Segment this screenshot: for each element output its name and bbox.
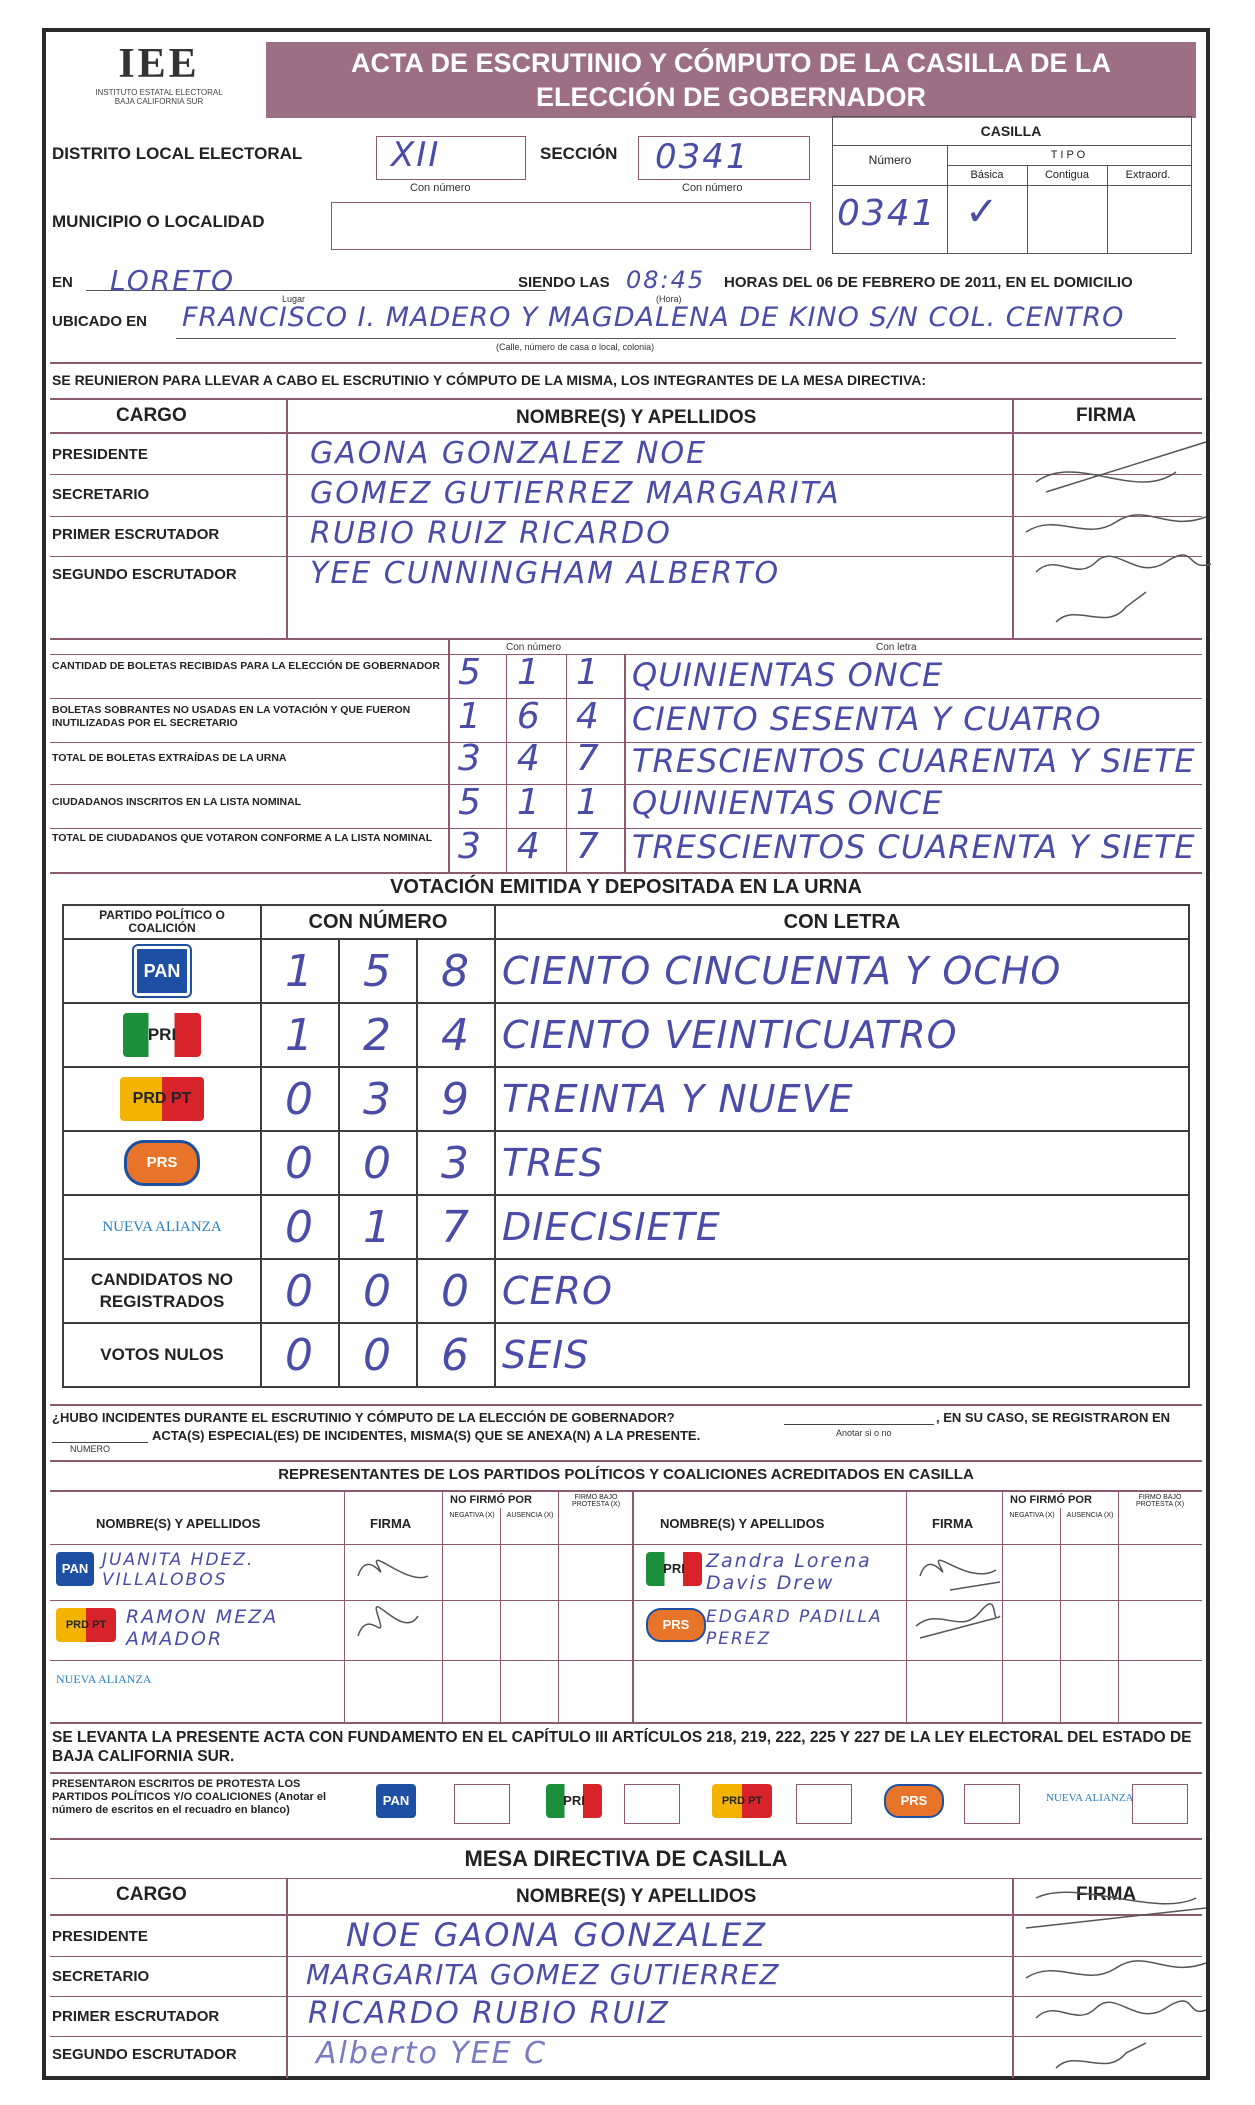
vote-row-nueva-alianza	[63, 1195, 1189, 1259]
nombre-presidente: GAONA GONZALEZ NOE	[310, 436, 708, 471]
prd-pt-digit-3: 9	[417, 1067, 495, 1131]
count-label-inscritos: CIUDADANOS INSCRITOS EN LA LISTA NOMINAL	[52, 796, 302, 808]
protest-pri-logo: PRI	[546, 1784, 602, 1818]
pri-logo: PRI	[63, 1003, 261, 1067]
votes-header-partido: PARTIDO POLÍTICO O COALICIÓN	[63, 905, 261, 939]
cargo-secretario: SECRETARIO	[52, 486, 150, 503]
legal-text: SE LEVANTA LA PRESENTE ACTA CON FUNDAMENTO EN EL CAPÍTULO III ARTÍCULOS 218, 219, 222, 225 Y 227 DE LA LEY ELECTORAL DEL ESTADO DE BAJA CALIFORNIA SUR.	[52, 1729, 1192, 1765]
protest-na-logo: NUEVA ALIANZA	[1046, 1792, 1134, 1804]
rep-left-3-logo: NUEVA ALIANZA	[56, 1672, 152, 1686]
reps-left-firma-header: FIRMA	[370, 1516, 412, 1531]
rep-right-1-logo: PRI	[646, 1552, 702, 1586]
nulos-letra: SEIS	[495, 1323, 1189, 1387]
casilla-box	[832, 116, 1192, 254]
pan-digit-1: 1	[261, 939, 339, 1003]
mesa-signatures	[1016, 1878, 1210, 2078]
nulos-digit-1: 0	[261, 1323, 339, 1387]
rep-left-1-nombre: JUANITA HDEZ. VILLALOBOS	[102, 1550, 255, 1590]
mesa-nombre-secretario: MARGARITA GOMEZ GUTIERREZ	[306, 1958, 780, 1991]
mesa-cargo-primer-escrutador: PRIMER ESCRUTADOR	[52, 2008, 220, 2025]
mesa-nombre-segundo-escrutador: Alberto YEE C	[316, 2036, 548, 2071]
reps-left-neg: NEGATIVA (X)	[449, 1512, 495, 1519]
nueva-alianza-logo: NUEVA ALIANZA	[63, 1195, 261, 1259]
protest-na-box[interactable]	[1132, 1784, 1188, 1824]
pri-digit-1: 1	[261, 1003, 339, 1067]
pri-digit-3: 4	[417, 1003, 495, 1067]
votes-header-numero: CON NÚMERO	[261, 905, 495, 939]
nombre-primer-escrutador: RUBIO RUIZ RICARDO	[310, 516, 672, 551]
incidents-anotar: Anotar si o no	[836, 1428, 892, 1438]
count-letra-extraidas: TRESCIENTOS CUARENTA Y SIETE	[632, 742, 1196, 780]
pan-letra: CIENTO CINCUENTA Y OCHO	[495, 939, 1189, 1003]
protest-prd-pt-logo: PRD PT	[712, 1784, 772, 1818]
reps-right-neg: NEGATIVA (X)	[1009, 1512, 1055, 1519]
mesa-cargo-segundo-escrutador: SEGUNDO ESCRUTADOR	[52, 2046, 237, 2063]
mesa-nombre-presidente: NOE GAONA GONZALEZ	[346, 1916, 768, 1954]
prs-letra: TRES	[495, 1131, 1189, 1195]
votes-title: VOTACIÓN EMITIDA Y DEPOSITADA EN LA URNA	[390, 876, 862, 898]
municipio-field[interactable]	[331, 202, 811, 250]
nr-letra: CERO	[495, 1259, 1189, 1323]
reps-right-aus: AUSENCIA (X)	[1066, 1512, 1114, 1519]
mesa-firma-header: FIRMA	[1076, 1884, 1137, 1905]
district-label: DISTRITO LOCAL ELECTORAL	[52, 144, 303, 163]
iee-logo	[94, 40, 224, 106]
domicilio-value: FRANCISCO I. MADERO Y MAGDALENA DE KINO S/N COL. CENTRO	[182, 302, 1125, 333]
vote-row-prs	[63, 1131, 1189, 1195]
prd-pt-digit-2: 3	[339, 1067, 417, 1131]
count-label-sobrantes: BOLETAS SOBRANTES NO USADAS EN LA VOTACIÓN Y QUE FUERON INUTILIZADAS POR EL SECRETARIO	[52, 704, 411, 729]
vote-row-no-registrados	[63, 1259, 1189, 1323]
casilla-numero-value: 0341	[837, 193, 937, 234]
prs-digit-3: 3	[417, 1131, 495, 1195]
count-letra-votaron: TRESCIENTOS CUARENTA Y SIETE	[632, 828, 1196, 866]
count-label-recibidas: CANTIDAD DE BOLETAS RECIBIDAS PARA LA ELECCIÓN DE GOBERNADOR	[52, 660, 440, 672]
en-label: EN	[52, 274, 73, 291]
horas-text: HORAS DEL 06 DE FEBRERO DE 2011, EN EL DOMICILIO	[724, 274, 1133, 291]
prs-logo: PRS	[63, 1131, 261, 1195]
nr-digit-3: 0	[417, 1259, 495, 1323]
protest-prd-pt-box[interactable]	[796, 1784, 852, 1824]
protest-prs-box[interactable]	[964, 1784, 1020, 1824]
reps-right-firma-header: FIRMA	[932, 1516, 974, 1531]
vote-row-pan	[63, 939, 1189, 1003]
institute-state: BAJA CALIFORNIA SUR	[114, 97, 204, 106]
count-digits-recibidas: 511	[458, 652, 635, 693]
reps-title: REPRESENTANTES DE LOS PARTIDOS POLÍTICOS Y COALICIONES ACREDITADOS EN CASILLA	[278, 1466, 974, 1483]
protest-text: PRESENTARON ESCRITOS DE PROTESTA LOS PARTIDOS POLÍTICOS Y/O COALICIONES (Anotar el número de escritos en el recuadro en blanco)	[52, 1778, 327, 1816]
mesa-cargo-header: CARGO	[116, 1884, 187, 1905]
count-digits-sobrantes: 164	[458, 696, 635, 737]
vote-row-nulos	[63, 1323, 1189, 1387]
rep-left-2-nombre: RAMON MEZA AMADOR	[126, 1606, 279, 1650]
count-letra-sobrantes: CIENTO SESENTA Y CUATRO	[632, 700, 1102, 738]
section-value: 0341	[655, 137, 750, 177]
count-digits-inscritos: 511	[458, 782, 635, 823]
title-line-2: ELECCIÓN DE GOBERNADOR	[535, 82, 927, 112]
prs-digit-1: 0	[261, 1131, 339, 1195]
votes-header-letra: CON LETRA	[495, 905, 1189, 939]
casilla-basica: Básica	[970, 169, 1004, 181]
rep-left-1-logo: PAN	[56, 1552, 94, 1586]
counts-con-numero: Con número	[506, 642, 562, 653]
protest-pri-box[interactable]	[624, 1784, 680, 1824]
pan-digit-3: 8	[417, 939, 495, 1003]
nulos-digit-3: 6	[417, 1323, 495, 1387]
reps-left-nombre-header: NOMBRE(S) Y APELLIDOS	[96, 1516, 261, 1531]
mesa-title: MESA DIRECTIVA DE CASILLA	[464, 1846, 788, 1871]
nr-digit-2: 0	[339, 1259, 417, 1323]
lugar-value: LORETO	[110, 264, 236, 297]
prd-pt-logo: PRD PT	[63, 1067, 261, 1131]
mesa-cargo-presidente: PRESIDENTE	[52, 1928, 148, 1945]
district-field[interactable]	[376, 136, 526, 180]
count-letra-recibidas: QUINIENTAS ONCE	[632, 656, 944, 694]
prs-digit-2: 0	[339, 1131, 417, 1195]
rep-right-2-logo: PRS	[646, 1608, 706, 1642]
casilla-title: CASILLA	[980, 123, 1042, 139]
incidents-numero: NUMERO	[70, 1444, 110, 1454]
ballot-act-form	[42, 28, 1210, 2080]
reps-right-nofirmo-header: NO FIRMÓ POR	[1010, 1494, 1092, 1506]
hora-value: 08:45	[626, 266, 706, 294]
nulos-digit-2: 0	[339, 1323, 417, 1387]
vote-row-prd-pt	[63, 1067, 1189, 1131]
reps-right-nombre-header: NOMBRE(S) Y APELLIDOS	[660, 1516, 825, 1531]
title-line-1: ACTA DE ESCRUTINIO Y CÓMPUTO DE LA CASILLA DE LA	[350, 48, 1112, 78]
section-label: SECCIÓN	[540, 144, 618, 163]
nulos-label: VOTOS NULOS	[63, 1323, 261, 1387]
nombre-secretario: GOMEZ GUTIERREZ MARGARITA	[310, 476, 841, 511]
siendo-label: SIENDO LAS	[518, 274, 610, 291]
count-label-votaron: TOTAL DE CIUDADANOS QUE VOTARON CONFORME A LA LISTA NOMINAL	[52, 832, 433, 844]
prd-pt-digit-1: 0	[261, 1067, 339, 1131]
lugar-sub: Lugar	[282, 294, 306, 304]
district-value: XII	[391, 135, 441, 175]
rep-left-signatures	[348, 1546, 442, 1662]
cargo-header: CARGO	[116, 405, 187, 426]
protest-pan-box[interactable]	[454, 1784, 510, 1824]
rep-right-signatures	[910, 1546, 1002, 1662]
domicilio-sub: (Calle, número de casa o local, colonia)	[496, 342, 655, 352]
casilla-contigua: Contigua	[1044, 169, 1090, 181]
form-title	[266, 42, 1196, 118]
pri-letra: CIENTO VEINTICUATRO	[495, 1003, 1189, 1067]
institute-name: INSTITUTO ESTATAL ELECTORAL	[95, 88, 223, 97]
section-field[interactable]	[638, 136, 810, 180]
rep-left-2-logo: PRD PT	[56, 1608, 116, 1642]
no-registrados-label: CANDIDATOS NO REGISTRADOS	[63, 1259, 261, 1323]
firma-header: FIRMA	[1076, 405, 1137, 426]
incidents-question: ¿HUBO INCIDENTES DURANTE EL ESCRUTINIO Y CÓMPUTO DE LA ELECCIÓN DE GOBERNADOR?	[52, 1410, 675, 1425]
protest-prs-logo: PRS	[884, 1784, 944, 1818]
logo-text: IEE	[118, 41, 200, 87]
count-label-extraidas: TOTAL DE BOLETAS EXTRAÍDAS DE LA URNA	[52, 752, 287, 764]
ubicado-label: UBICADO EN	[52, 313, 148, 330]
reps-left-nofirmo-header: NO FIRMÓ POR	[450, 1494, 532, 1506]
mesa-nombres-header: NOMBRE(S) Y APELLIDOS	[516, 1886, 757, 1907]
casilla-tipo-label: T I P O	[1050, 149, 1086, 161]
na-letra: DIECISIETE	[495, 1195, 1189, 1259]
reunieron-text: SE REUNIERON PARA LLEVAR A CABO EL ESCRUTINIO Y CÓMPUTO DE LA MISMA, LOS INTEGRANTES DE LA MESA DIRECTIVA:	[52, 372, 927, 388]
rep-right-1-nombre: Zandra Lorena Davis Drew	[706, 1550, 872, 1594]
rep-right-2-nombre: EDGARD PADILLA PEREZ	[706, 1607, 883, 1649]
nr-digit-1: 0	[261, 1259, 339, 1323]
protest-pan-logo: PAN	[376, 1784, 416, 1818]
count-digits-votaron: 347	[458, 826, 635, 867]
casilla-basica-check: ✓	[965, 189, 1001, 235]
count-digits-extraidas: 347	[458, 738, 635, 779]
reps-left-aus: AUSENCIA (X)	[506, 1512, 554, 1519]
cargo-primer-escrutador: PRIMER ESCRUTADOR	[52, 526, 220, 543]
reps-left-protesta: FIRMO BAJO PROTESTA (X)	[571, 1494, 621, 1508]
casilla-extraord: Extraord.	[1125, 169, 1171, 181]
cargo-segundo-escrutador: SEGUNDO ESCRUTADOR	[52, 566, 237, 583]
municipio-label: MUNICIPIO O LOCALIDAD	[52, 212, 265, 231]
incidents-line2: ACTA(S) ESPECIAL(ES) DE INCIDENTES, MISMA(S) QUE SE ANEXA(N) A LA PRESENTE.	[152, 1428, 701, 1443]
vote-row-pri	[63, 1003, 1189, 1067]
casilla-numero-label: Número	[868, 153, 912, 167]
prd-pt-letra: TREINTA Y NUEVE	[495, 1067, 1189, 1131]
votes-table	[62, 904, 1190, 1388]
na-digit-1: 0	[261, 1195, 339, 1259]
pan-digit-2: 5	[339, 939, 417, 1003]
nombres-header: NOMBRE(S) Y APELLIDOS	[516, 407, 757, 428]
mesa-cargo-secretario: SECRETARIO	[52, 1968, 150, 1985]
na-digit-3: 7	[417, 1195, 495, 1259]
nombre-segundo-escrutador: YEE CUNNINGHAM ALBERTO	[310, 556, 781, 591]
mesa-nombre-primer-escrutador: RICARDO RUBIO RUIZ	[308, 1996, 670, 2031]
hora-sub: (Hora)	[656, 294, 682, 304]
section-sub: Con número	[682, 182, 743, 194]
reps-right-protesta: FIRMO BAJO PROTESTA (X)	[1135, 1494, 1185, 1508]
pri-digit-2: 2	[339, 1003, 417, 1067]
firma-signatures	[1016, 432, 1216, 642]
incidents-number-line[interactable]	[52, 1442, 148, 1443]
counts-con-letra: Con letra	[876, 642, 917, 653]
count-letra-inscritos: QUINIENTAS ONCE	[632, 784, 944, 822]
incidents-answer-line[interactable]	[784, 1424, 934, 1425]
na-digit-2: 1	[339, 1195, 417, 1259]
cargo-presidente: PRESIDENTE	[52, 446, 148, 463]
pan-logo: PAN	[63, 939, 261, 1003]
incidents-q2: , EN SU CASO, SE REGISTRARON EN	[936, 1410, 1171, 1425]
district-sub: Con número	[410, 182, 471, 194]
